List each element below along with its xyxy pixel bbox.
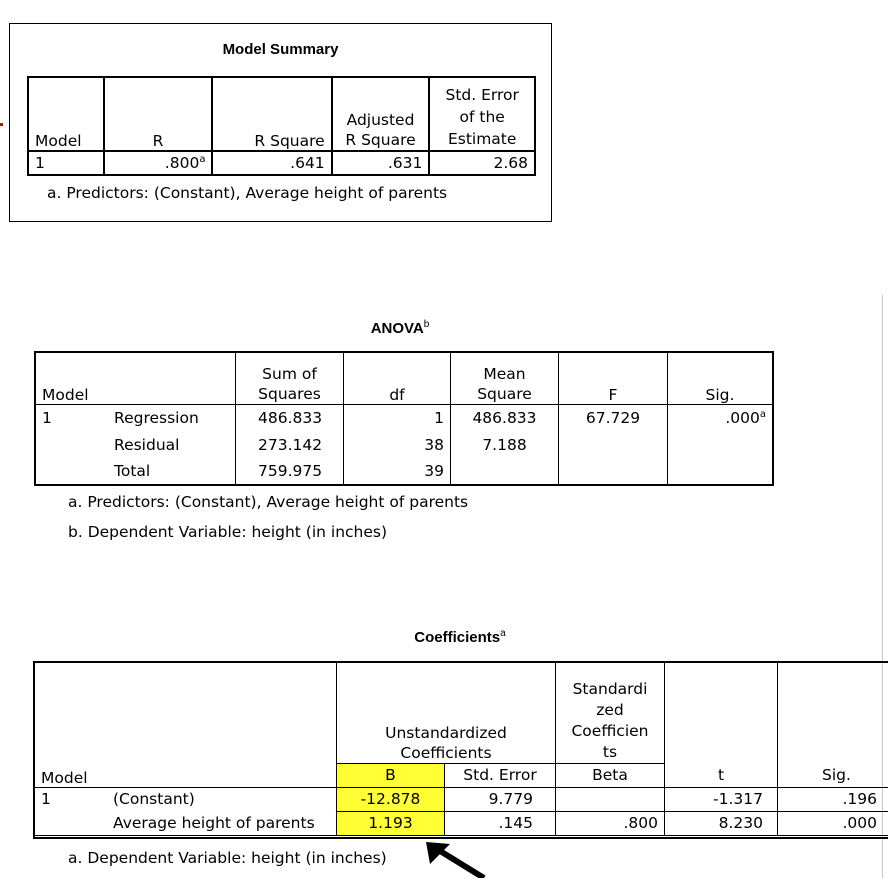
anova-cell-f [559, 458, 668, 485]
anova-table [34, 351, 774, 486]
anova-cell-model [35, 431, 108, 458]
table-row [35, 404, 773, 431]
coef-cell-se: 9.779 [445, 787, 556, 811]
anova-cell-df: 38 [344, 431, 451, 458]
anova-title-sup: b [423, 319, 430, 330]
coef-cell-sig: .000 [778, 811, 888, 835]
anova-header-model: Model [35, 352, 236, 404]
anova-cell-sig [668, 458, 774, 485]
coef-header-sig: Sig. [778, 763, 888, 787]
ms-header-adjusted-line1: Adjusted [346, 111, 415, 129]
coef-header-standardized [556, 663, 665, 763]
anova-footnote-b: b. Dependent Variable: height (in inches) [68, 523, 388, 541]
anova-header-sig: Sig. [668, 352, 774, 404]
coef-header-model-blank [35, 663, 337, 763]
anova-cell-model [35, 458, 108, 485]
coef-header-unstd-line1: Unstandardized [385, 723, 507, 742]
coef-header-std-error: Std. Error [445, 763, 556, 787]
coef-header-model: Model [35, 763, 337, 787]
coef-cell-b: -12.878 [337, 787, 445, 811]
anova-cell-sig [668, 404, 774, 431]
coef-header-beta: Beta [556, 763, 665, 787]
ms-header-adjusted-r-square [332, 77, 430, 151]
coef-cell-model: 1 [35, 787, 107, 811]
anova-header-ss [236, 352, 344, 404]
anova-title-text: ANOVA [370, 320, 424, 337]
coef-cell-term: (Constant) [107, 787, 337, 811]
ms-header-adjusted-line2: R Square [345, 131, 416, 149]
anova-header-f: F [559, 352, 668, 404]
coef-header-std-line2: zed [596, 700, 624, 719]
ms-r-value: .800 [164, 154, 200, 172]
coef-cell-t: 8.230 [665, 811, 778, 835]
anova-cell-source: Regression [108, 404, 236, 431]
ms-cell-r-square: .641 [212, 151, 331, 175]
coef-header-std-line1: Standardi [572, 679, 648, 698]
table-row [28, 151, 535, 175]
red-edge-mark [0, 123, 3, 126]
arrow-pointer-icon [424, 840, 494, 878]
coefficients-title-text: Coefficients [414, 629, 501, 646]
anova-cell-ss: 759.975 [236, 458, 344, 485]
anova-cell-ms: 7.188 [451, 431, 559, 458]
anova-cell-source: Total [108, 458, 236, 485]
coefficients-title [360, 629, 560, 646]
table-row [35, 811, 888, 835]
coef-footnote: a. Dependent Variable: height (in inches) [68, 849, 387, 867]
table-row [35, 431, 773, 458]
coef-cell-beta [556, 787, 665, 811]
ms-cell-r [104, 151, 213, 175]
anova-cell-model: 1 [35, 404, 108, 431]
coef-cell-model [35, 811, 107, 835]
anova-header-ss-line2: Squares [258, 384, 321, 403]
table-row [35, 458, 773, 485]
ms-header-r-square: R Square [212, 77, 331, 151]
table-row [35, 787, 888, 811]
ms-header-model: Model [28, 77, 104, 151]
ms-cell-adj-r-square: .631 [332, 151, 430, 175]
anova-sig-footnote-marker: a [759, 408, 766, 420]
coef-header-unstandardized [337, 663, 556, 763]
anova-cell-source: Residual [108, 431, 236, 458]
coef-cell-b: 1.193 [337, 811, 445, 835]
anova-cell-f [559, 431, 668, 458]
ms-header-std-error [429, 77, 535, 151]
ms-header-stderr-line1: Std. Error [445, 86, 519, 104]
coefficients-table [35, 663, 888, 836]
coef-header-unstd-line2: Coefficients [400, 743, 492, 762]
ms-header-r: R [104, 77, 213, 151]
anova-cell-df: 39 [344, 458, 451, 485]
model-summary-title: Model Summary [222, 41, 339, 58]
anova-cell-f: 67.729 [559, 404, 668, 431]
coef-header-t: t [665, 763, 778, 787]
coef-cell-se: .145 [445, 811, 556, 835]
anova-cell-ss: 486.833 [236, 404, 344, 431]
coef-cell-term: Average height of parents [107, 811, 337, 835]
coef-header-std-line4: ts [602, 742, 618, 761]
anova-cell-ms: 486.833 [451, 404, 559, 431]
anova-header-ss-line1: Sum of [262, 364, 317, 383]
anova-header-df: df [344, 352, 451, 404]
coefficients-title-sup: a [500, 628, 506, 639]
ms-header-stderr-line2: of the [459, 108, 505, 126]
anova-cell-df: 1 [344, 404, 451, 431]
ms-cell-std-error: 2.68 [429, 151, 535, 175]
coef-cell-sig: .196 [778, 787, 888, 811]
coef-header-t-blank [665, 663, 778, 763]
anova-sig-value: .000 [725, 408, 760, 427]
ms-r-footnote-marker: a [199, 153, 206, 165]
anova-title [300, 320, 500, 337]
coef-header-sig-blank [778, 663, 888, 763]
ms-header-stderr-line3: Estimate [447, 130, 517, 148]
model-summary-table [27, 76, 536, 176]
anova-cell-sig [668, 431, 774, 458]
coef-cell-beta: .800 [556, 811, 665, 835]
anova-footnote-a: a. Predictors: (Constant), Average height of parents [68, 493, 469, 511]
anova-header-ms [451, 352, 559, 404]
anova-cell-ms [451, 458, 559, 485]
anova-cell-ss: 273.142 [236, 431, 344, 458]
coef-cell-t: -1.317 [665, 787, 778, 811]
anova-header-ms-line1: Mean [483, 364, 526, 383]
anova-header-ms-line2: Square [477, 384, 532, 403]
ms-footnote: a. Predictors: (Constant), Average height of parents [47, 184, 448, 202]
ms-cell-model: 1 [28, 151, 104, 175]
coef-header-std-line3: Coefficien [571, 721, 649, 740]
coef-header-b: B [337, 763, 445, 787]
